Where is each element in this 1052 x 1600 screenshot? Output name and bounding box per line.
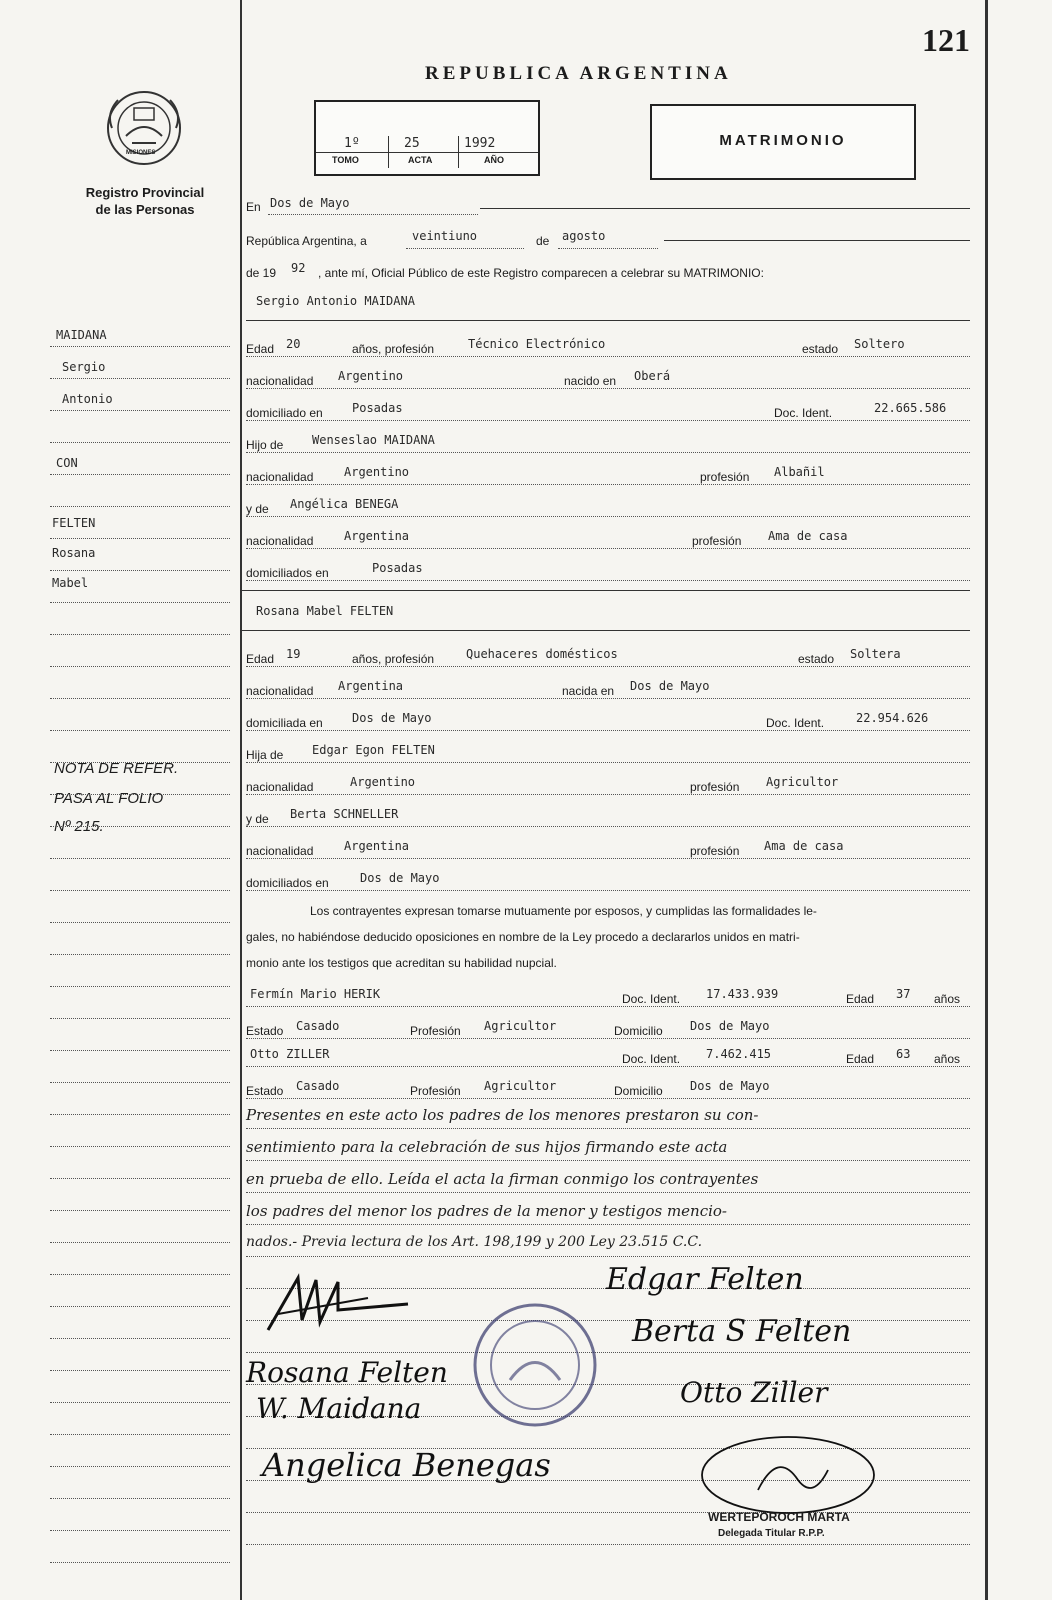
tomo-label: TOMO — [332, 155, 359, 165]
ruling — [246, 516, 970, 517]
acta-value: 25 — [404, 136, 420, 151]
ruling — [50, 506, 230, 507]
registry-stamp-icon — [470, 1300, 600, 1430]
ruling — [50, 986, 230, 987]
ruling — [50, 890, 230, 891]
ruling — [50, 1146, 230, 1147]
handwritten-note-line: en prueba de ello. Leída el acta la firman conmigo los contrayentes — [246, 1170, 759, 1188]
bride-padre-prof: Agricultor — [766, 775, 839, 789]
bride-profesion: Quehaceres domésticos — [466, 647, 618, 661]
country-title: REPUBLICA ARGENTINA — [425, 63, 732, 84]
ruling — [246, 388, 970, 389]
ruling — [50, 1498, 230, 1499]
bride-padre: Edgar Egon FELTEN — [312, 743, 435, 757]
right-border — [985, 0, 988, 1600]
ruling — [50, 634, 230, 635]
bride-padres-dom: Dos de Mayo — [360, 871, 440, 885]
ruling — [246, 548, 970, 549]
bride-domicilio: Dos de Mayo — [352, 711, 432, 725]
signature: Angelica Benegas — [262, 1446, 551, 1484]
witness2-edad: 63 — [896, 1047, 911, 1061]
seal-label: MISIONES — [126, 150, 156, 156]
handwritten-note-line: sentimiento para la celebración de sus hijos firmando este acta — [246, 1138, 728, 1156]
groom-madre-prof: Ama de casa — [768, 529, 848, 543]
signature: Rosana Felten — [246, 1356, 448, 1389]
groom-padre-prof: Albañil — [774, 465, 825, 479]
groom-edad: 20 — [286, 337, 301, 351]
ruling — [50, 1306, 230, 1307]
groom-nacido: Oberá — [634, 369, 671, 383]
ruling — [246, 1224, 970, 1225]
place-value: Dos de Mayo — [270, 196, 350, 210]
bride-name: Rosana Mabel FELTEN — [256, 604, 394, 618]
ruling — [246, 698, 970, 699]
bride-estado: Soltera — [850, 647, 901, 661]
ruling — [50, 858, 230, 859]
registry-line1: Registro Provincial — [85, 185, 205, 200]
ruling — [50, 1210, 230, 1211]
margin-note: Mabel — [52, 576, 89, 590]
ruling — [246, 1128, 970, 1129]
groom-padre: Wenseslao MAIDANA — [312, 433, 435, 447]
register-box — [314, 100, 540, 176]
ruling — [50, 474, 230, 475]
witness1-domicilio: Dos de Mayo — [690, 1019, 770, 1033]
ruling — [50, 1562, 230, 1563]
ruling — [246, 420, 970, 421]
ruling — [246, 762, 970, 763]
ruling — [50, 442, 230, 443]
ruling — [50, 826, 230, 827]
ruling — [50, 538, 230, 539]
witness1-profesion: Agricultor — [484, 1019, 557, 1033]
declaration-line: monio ante los testigos que acreditan su habilidad nupcial. — [246, 956, 557, 970]
bride-nacionalidad: Argentina — [338, 679, 404, 693]
bride-nacida: Dos de Mayo — [630, 679, 710, 693]
tomo-value: 1º — [344, 136, 360, 151]
ruling — [50, 698, 230, 699]
day-value: veintiuno — [412, 229, 478, 243]
ruling — [246, 452, 970, 453]
signature: W. Maidana — [256, 1392, 422, 1425]
declaration-line: gales, no habiéndose deducido oposiciones en nombre de la Ley procedo a declararlos unidos en matri- — [246, 930, 800, 944]
bride-doc: 22.954.626 — [856, 711, 929, 725]
witness2-profesion: Agricultor — [484, 1079, 557, 1093]
margin-note: Rosana — [52, 546, 96, 560]
doc-type: MATRIMONIO — [719, 132, 847, 149]
signature: Berta S Felten — [632, 1314, 852, 1349]
ruling — [50, 730, 230, 731]
registry-line2: de las Personas — [95, 202, 195, 217]
nota-line1: NOTA DE REFER. — [54, 760, 179, 777]
margin-note: Sergio — [62, 360, 106, 374]
groom-madre-nac: Argentina — [344, 529, 410, 543]
ruling — [246, 356, 970, 357]
signature: Edgar Felten — [606, 1262, 804, 1297]
witness2-name: Otto ZILLER — [250, 1047, 330, 1061]
official-name: WERTEPOROCH MARTA — [708, 1510, 850, 1524]
margin-note: CON — [56, 456, 78, 470]
ruling — [50, 954, 230, 955]
rep-label: República Argentina, a — [246, 234, 367, 248]
ruling — [246, 580, 970, 581]
groom-padre-nac: Argentino — [344, 465, 410, 479]
groom-nacionalidad: Argentino — [338, 369, 404, 383]
groom-estado: Soltero — [854, 337, 905, 351]
acta-label: ACTA — [408, 155, 433, 165]
ruling — [50, 1018, 230, 1019]
ruling — [50, 794, 230, 795]
matrimonio-box — [650, 104, 916, 180]
ruling — [246, 1006, 970, 1007]
official-title: Delegada Titular R.P.P. — [718, 1528, 825, 1539]
ruling — [50, 1434, 230, 1435]
ruling — [50, 1370, 230, 1371]
ruling — [246, 1544, 970, 1545]
ruling — [50, 1530, 230, 1531]
ruling — [246, 1192, 970, 1193]
groom-doc: 22.665.586 — [874, 401, 947, 415]
anio-label: AÑO — [484, 155, 504, 165]
appear-text: , ante mí, Oficial Público de este Registro comparecen a celebrar su MATRIMONIO: — [318, 266, 764, 280]
ruling — [50, 922, 230, 923]
ruling — [50, 1242, 230, 1243]
ruling — [50, 1114, 230, 1115]
ruling — [50, 346, 230, 347]
ruling — [246, 826, 970, 827]
bride-padre-nac: Argentino — [350, 775, 416, 789]
anio-value: 1992 — [464, 136, 496, 151]
ruling — [246, 1038, 970, 1039]
bride-madre-prof: Ama de casa — [764, 839, 844, 853]
groom-domicilio: Posadas — [352, 401, 403, 415]
registry-seal-icon — [104, 88, 184, 168]
groom-profesion: Técnico Electrónico — [468, 337, 606, 351]
month-value: agosto — [562, 229, 606, 243]
ruling — [50, 1338, 230, 1339]
bride-madre-nac: Argentina — [344, 839, 410, 853]
ruling — [246, 1256, 970, 1257]
registry-name — [60, 184, 230, 218]
margin-note: MAIDANA — [56, 328, 107, 342]
page-number: 121 — [922, 22, 970, 58]
ruling — [246, 1160, 970, 1161]
ruling — [246, 890, 970, 891]
ruling — [246, 794, 970, 795]
year-value: 92 — [291, 261, 306, 275]
witness2-estado: Casado — [296, 1079, 340, 1093]
ruling — [50, 1050, 230, 1051]
ruling — [246, 858, 970, 859]
nota-line2: PASA AL FOLIO — [54, 790, 164, 807]
ruling — [50, 1402, 230, 1403]
nota-line3: Nº 215. — [54, 818, 104, 835]
witness2-doc: 7.462.415 — [706, 1047, 772, 1061]
ruling — [246, 1066, 970, 1067]
ruling — [246, 1098, 970, 1099]
bride-edad: 19 — [286, 647, 301, 661]
ruling — [50, 1178, 230, 1179]
margin-note: FELTEN — [52, 516, 96, 530]
witness2-domicilio: Dos de Mayo — [690, 1079, 770, 1093]
ruling — [50, 570, 230, 571]
witness1-edad: 37 — [896, 987, 911, 1001]
ruling — [50, 602, 230, 603]
handwritten-note-line: los padres del menor los padres de la menor y testigos mencio- — [246, 1202, 727, 1220]
witness1-doc: 17.433.939 — [706, 987, 779, 1001]
scribble-signature-icon — [258, 1270, 418, 1340]
ruling — [246, 666, 970, 667]
signature: Otto Ziller — [680, 1376, 828, 1409]
ruling — [246, 484, 970, 485]
margin-note: Antonio — [62, 392, 113, 406]
official-signature-icon — [698, 1430, 878, 1520]
ruling — [246, 730, 970, 731]
groom-madre: Angélica BENEGA — [290, 497, 399, 511]
ruling — [50, 1274, 230, 1275]
declaration-line: Los contrayentes expresan tomarse mutuamente por esposos, y cumplidas las formalidades le- — [310, 904, 817, 918]
groom-name: Sergio Antonio MAIDANA — [256, 294, 415, 308]
handwritten-note-line: nados.- Previa lectura de los Art. 198,199 y 200 Ley 23.515 C.C. — [246, 1234, 703, 1250]
bride-madre: Berta SCHNELLER — [290, 807, 399, 821]
ruling — [50, 1082, 230, 1083]
witness1-estado: Casado — [296, 1019, 340, 1033]
column-divider — [240, 0, 242, 1600]
en-label: En — [246, 200, 261, 214]
handwritten-note-line: Presentes en este acto los padres de los menores prestaron su con- — [246, 1106, 759, 1124]
de-label: de — [536, 234, 550, 248]
ruling — [50, 410, 230, 411]
groom-padres-dom: Posadas — [372, 561, 423, 575]
ruling — [50, 666, 230, 667]
ruling — [50, 1466, 230, 1467]
ruling — [246, 1352, 970, 1353]
ruling — [50, 378, 230, 379]
ruling — [50, 762, 230, 763]
witness1-name: Fermín Mario HERIK — [250, 987, 381, 1001]
year-prefix: de 19 — [246, 266, 277, 280]
